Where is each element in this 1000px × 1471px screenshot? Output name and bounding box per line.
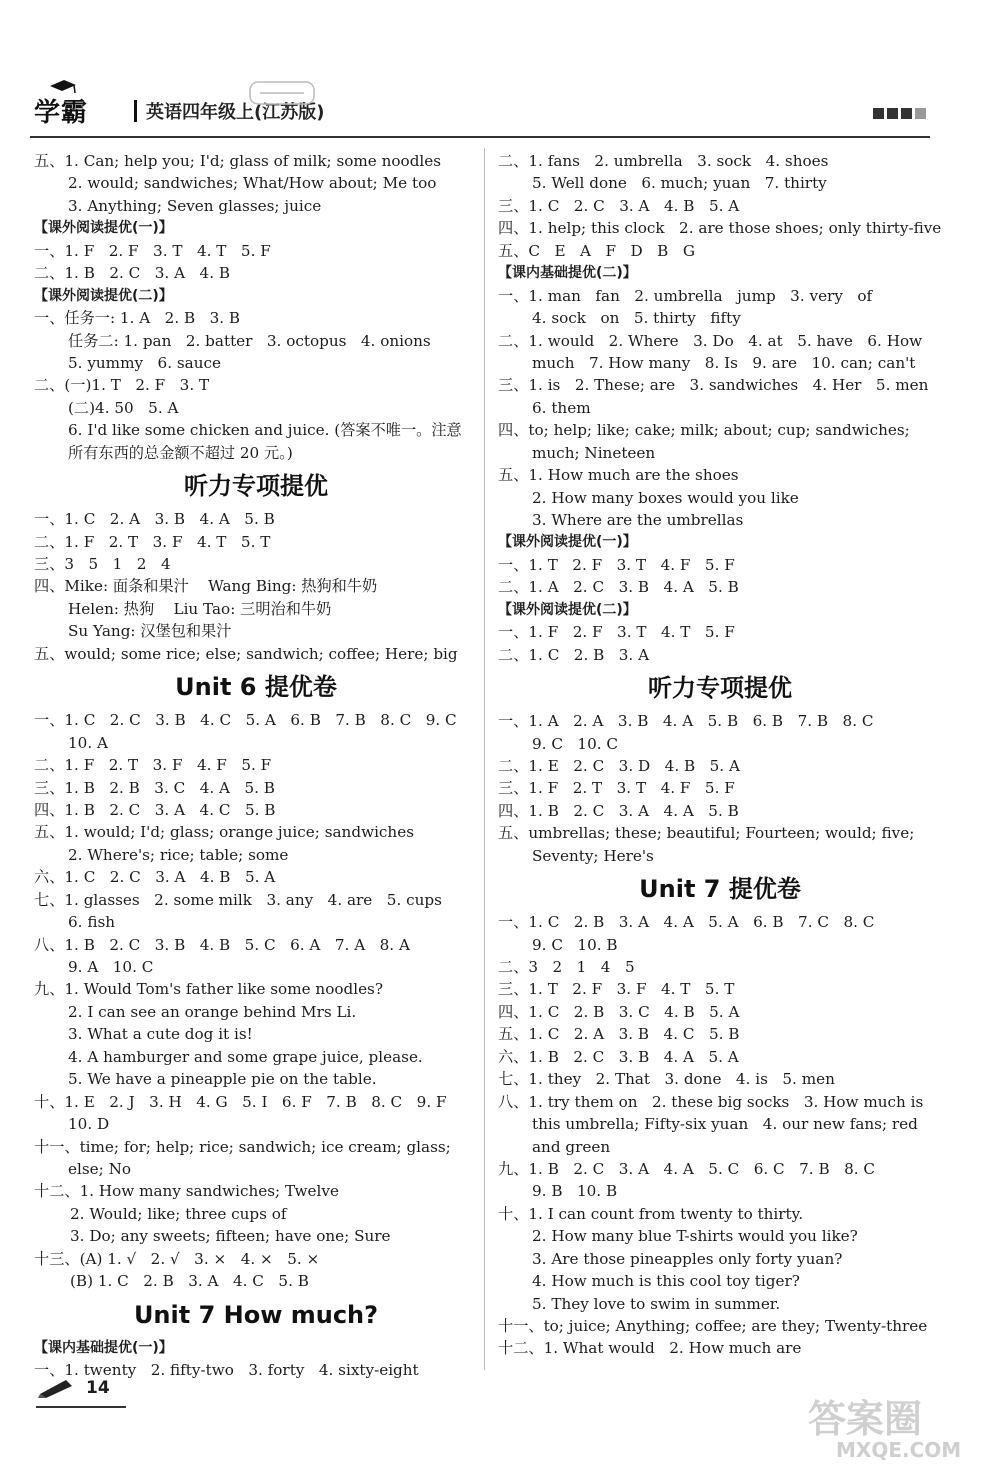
answer-line: 10. A bbox=[68, 733, 108, 752]
page-number: 14 bbox=[86, 1378, 110, 1398]
answer-line: 七、1. glasses 2. some milk 3. any 4. are 5. cups bbox=[34, 890, 442, 909]
subsection-heading: 【课内基础提优(二)】 bbox=[498, 265, 637, 282]
answer-line: 二、1. E 2. C 3. D 4. B 5. A bbox=[498, 756, 740, 775]
book-title: 英语四年级上(江苏版) bbox=[146, 102, 325, 123]
answer-line: 十、1. I can count from twenty to thirty. bbox=[498, 1204, 804, 1223]
answer-line: 9. C 10. C bbox=[532, 734, 619, 753]
answer-line: 五、C E A F D B G bbox=[498, 241, 695, 260]
mark-square bbox=[901, 108, 912, 119]
answer-line: Seventy; Here's bbox=[532, 846, 654, 865]
watermark-logo: 答案圈 bbox=[808, 1397, 923, 1441]
answer-line: 一、1. C 2. C 3. B 4. C 5. A 6. B 7. B 8. C 9. C bbox=[34, 711, 457, 730]
answer-line: 6. fish bbox=[68, 913, 116, 932]
answer-line: (二)4. 50 5. A bbox=[68, 398, 179, 417]
answer-line: much 7. How many 8. Is 9. are 10. can; can't bbox=[532, 353, 916, 372]
page-header bbox=[30, 78, 970, 128]
right-column bbox=[498, 150, 942, 1360]
answer-line: 2. How many boxes would you like bbox=[532, 488, 799, 507]
answer-line: 五、1. would; I'd; glass; orange juice; sandwiches bbox=[34, 823, 414, 842]
answer-line: 6. I'd like some chicken and juice. (答案不唯一。注意 bbox=[68, 421, 462, 440]
answer-line: 三、3 5 1 2 4 bbox=[34, 555, 171, 573]
answer-line: 二、1. C 2. B 3. A bbox=[498, 645, 650, 664]
subsection-heading: 【课外阅读提优(二)】 bbox=[498, 601, 637, 618]
answer-line: 十、1. E 2. J 3. H 4. G 5. I 6. F 7. B 8. C 9. F bbox=[34, 1092, 447, 1111]
answer-line: 五、umbrellas; these; beautiful; Fourteen; would; five; bbox=[498, 824, 915, 843]
answer-line: 3. Do; any sweets; fifteen; have one; Sure bbox=[70, 1227, 391, 1246]
answer-line: 十二、1. How many sandwiches; Twelve bbox=[34, 1182, 339, 1201]
answer-line: 二、1. fans 2. umbrella 3. sock 4. shoes bbox=[498, 152, 829, 170]
answer-line: 9. C 10. B bbox=[532, 935, 618, 954]
answer-line: 二、1. F 2. T 3. F 4. T 5. T bbox=[34, 532, 271, 551]
mark-square bbox=[887, 108, 898, 119]
answer-line: 一、任务一: 1. A 2. B 3. B bbox=[34, 309, 241, 328]
answer-line: 2. I can see an orange behind Mrs Li. bbox=[68, 1002, 357, 1021]
header-rule bbox=[30, 136, 930, 138]
answer-line: 三、1. F 2. T 3. T 4. F 5. F bbox=[498, 779, 735, 798]
answer-line: 4. How much is this cool toy tiger? bbox=[532, 1272, 800, 1291]
answer-line: 任务二: 1. pan 2. batter 3. octopus 4. onions bbox=[68, 331, 431, 350]
answer-line: 三、1. is 2. These; are 3. sandwiches 4. Her 5. men bbox=[498, 376, 929, 395]
mark-square bbox=[873, 108, 884, 119]
answer-line: 2. Where's; rice; table; some bbox=[68, 845, 289, 864]
answer-line: 四、to; help; like; cake; milk; about; cup; sandwiches; bbox=[498, 421, 910, 440]
answer-line: 四、1. B 2. C 3. A 4. C 5. B bbox=[34, 800, 276, 819]
section-title: Unit 7 How much? bbox=[133, 1300, 379, 1329]
answer-line: 9. A 10. C bbox=[68, 958, 154, 976]
answer-line: 五、would; some rice; else; sandwich; coffee; Here; big bbox=[34, 644, 458, 663]
section-title: 听力专项提优 bbox=[184, 472, 328, 501]
answer-line: 三、1. B 2. B 3. C 4. A 5. B bbox=[34, 778, 275, 797]
pencil-icon bbox=[36, 1378, 76, 1398]
answer-line: 四、Mike: 面条和果汁 Wang Bing: 热狗和牛奶 bbox=[34, 577, 378, 596]
answer-line: 一、1. T 2. F 3. T 4. F 5. F bbox=[498, 555, 735, 574]
subsection-heading: 【课内基础提优(一)】 bbox=[34, 1339, 173, 1356]
watermark-domain: MXQE.COM bbox=[836, 1438, 962, 1462]
answer-line: 四、1. help; this clock 2. are those shoes; only thirty-five bbox=[498, 219, 942, 238]
answer-line: 二、1. A 2. C 3. B 4. A 5. B bbox=[498, 578, 739, 597]
answer-line: 6. them bbox=[532, 398, 591, 417]
answer-line: 五、1. Can; help you; I'd; glass of milk; some noodles bbox=[34, 152, 442, 170]
answer-line: 六、1. B 2. C 3. B 4. A 5. A bbox=[498, 1047, 739, 1066]
answer-line: 九、1. B 2. C 3. A 4. A 5. C 6. C 7. B 8. C bbox=[498, 1159, 876, 1178]
answer-line: Helen: 热狗 Liu Tao: 三明治和牛奶 bbox=[68, 599, 332, 618]
footer-rule bbox=[36, 1406, 126, 1408]
answer-line: 一、1. man fan 2. umbrella jump 3. very of bbox=[498, 286, 873, 305]
subsection-heading: 【课外阅读提优(一)】 bbox=[34, 220, 173, 237]
answer-line: 一、1. F 2. F 3. T 4. T 5. F bbox=[498, 623, 735, 642]
header-marks bbox=[873, 108, 926, 119]
answer-line: 五、1. How much are the shoes bbox=[498, 466, 739, 485]
answer-line: 2. How many blue T-shirts would you like? bbox=[532, 1227, 858, 1246]
answer-line: 二、(一)1. T 2. F 3. T bbox=[34, 376, 210, 395]
column-divider bbox=[484, 148, 485, 1370]
answer-line: 三、1. C 2. C 3. A 4. B 5. A bbox=[498, 196, 740, 215]
answer-line: 二、1. B 2. C 3. A 4. B bbox=[34, 264, 231, 283]
answer-line: 三、1. T 2. F 3. F 4. T 5. T bbox=[498, 980, 735, 999]
answer-line: much; Nineteen bbox=[532, 443, 656, 462]
answer-line: 3. Where are the umbrellas bbox=[532, 511, 744, 529]
answer-line: 七、1. they 2. That 3. done 4. is 5. men bbox=[498, 1070, 835, 1089]
answer-line: 一、1. F 2. F 3. T 4. T 5. F bbox=[34, 241, 271, 260]
answer-line: 八、1. try them on 2. these big socks 3. How much is bbox=[498, 1092, 924, 1111]
answer-line: this umbrella; Fifty-six yuan 4. our new fans; red bbox=[532, 1115, 918, 1134]
answer-line: 所有东西的总金额不超过 20 元。) bbox=[68, 443, 293, 462]
answer-line: 4. A hamburger and some grape juice, please. bbox=[68, 1047, 423, 1066]
answer-line: 一、1. twenty 2. fifty-two 3. forty 4. sixty-eight bbox=[34, 1361, 419, 1379]
brand-logo: 学霸 bbox=[34, 98, 89, 128]
answer-line: 10. D bbox=[68, 1115, 110, 1134]
answer-line: 四、1. C 2. B 3. C 4. B 5. A bbox=[498, 1002, 740, 1021]
answer-line: and green bbox=[532, 1137, 611, 1156]
section-title: Unit 7 提优卷 bbox=[639, 875, 801, 904]
answer-line: 一、1. C 2. B 3. A 4. A 5. A 6. B 7. C 8. C bbox=[498, 913, 875, 932]
section-title: 听力专项提优 bbox=[648, 674, 792, 703]
answer-line: 十二、1. What would 2. How much are bbox=[498, 1339, 802, 1358]
subsection-heading: 【课外阅读提优(二)】 bbox=[34, 287, 173, 304]
subsection-heading: 【课外阅读提优(一)】 bbox=[498, 534, 637, 551]
answer-line: 3. Anything; Seven glasses; juice bbox=[68, 196, 322, 215]
answer-line: 5. Well done 6. much; yuan 7. thirty bbox=[532, 174, 827, 193]
answer-line: else; No bbox=[68, 1159, 132, 1178]
answer-line: 九、1. Would Tom's father like some noodles? bbox=[34, 980, 383, 999]
answer-line: 9. B 10. B bbox=[532, 1182, 618, 1201]
mark-square bbox=[915, 108, 926, 119]
header-divider bbox=[134, 100, 137, 122]
answer-line: 十一、to; juice; Anything; coffee; are they; Twenty-three bbox=[498, 1317, 928, 1335]
answer-line: 5. yummy 6. sauce bbox=[68, 353, 221, 372]
answer-line: 八、1. B 2. C 3. B 4. B 5. C 6. A 7. A 8. A bbox=[34, 935, 410, 954]
section-title: Unit 6 提优卷 bbox=[175, 673, 337, 702]
answer-line: 一、1. A 2. A 3. B 4. A 5. B 6. B 7. B 8. C bbox=[498, 712, 874, 731]
answer-line: (B) 1. C 2. B 3. A 4. C 5. B bbox=[70, 1272, 309, 1291]
answer-line: 3. What a cute dog it is! bbox=[68, 1025, 253, 1044]
answer-line: 四、1. B 2. C 3. A 4. A 5. B bbox=[498, 801, 739, 820]
answer-line: 4. sock on 5. thirty fifty bbox=[532, 309, 741, 328]
answer-line: 5. We have a pineapple pie on the table. bbox=[68, 1070, 377, 1089]
answer-line: 一、1. C 2. A 3. B 4. A 5. B bbox=[34, 510, 275, 529]
answer-line: 六、1. C 2. C 3. A 4. B 5. A bbox=[34, 868, 276, 887]
answer-line: 二、1. would 2. Where 3. Do 4. at 5. have 6. How bbox=[498, 331, 923, 350]
answer-line: 2. Would; like; three cups of bbox=[70, 1204, 287, 1223]
answer-line: 二、1. F 2. T 3. F 4. F 5. F bbox=[34, 756, 272, 775]
answer-line: 二、3 2 1 4 5 bbox=[498, 958, 635, 976]
stamp-icon bbox=[248, 78, 318, 108]
answer-line: 十一、time; for; help; rice; sandwich; ice cream; glass; bbox=[34, 1137, 451, 1156]
answer-line: 3. Are those pineapples only forty yuan? bbox=[532, 1249, 843, 1268]
answer-line: 五、1. C 2. A 3. B 4. C 5. B bbox=[498, 1025, 740, 1044]
answer-line: Su Yang: 汉堡包和果汁 bbox=[68, 622, 232, 641]
answer-line: 5. They love to swim in summer. bbox=[532, 1294, 781, 1313]
answer-line: 十三、(A) 1. √ 2. √ 3. × 4. × 5. × bbox=[34, 1249, 320, 1268]
left-column bbox=[34, 150, 478, 1381]
answer-line: 2. would; sandwiches; What/How about; Me too bbox=[68, 174, 437, 193]
